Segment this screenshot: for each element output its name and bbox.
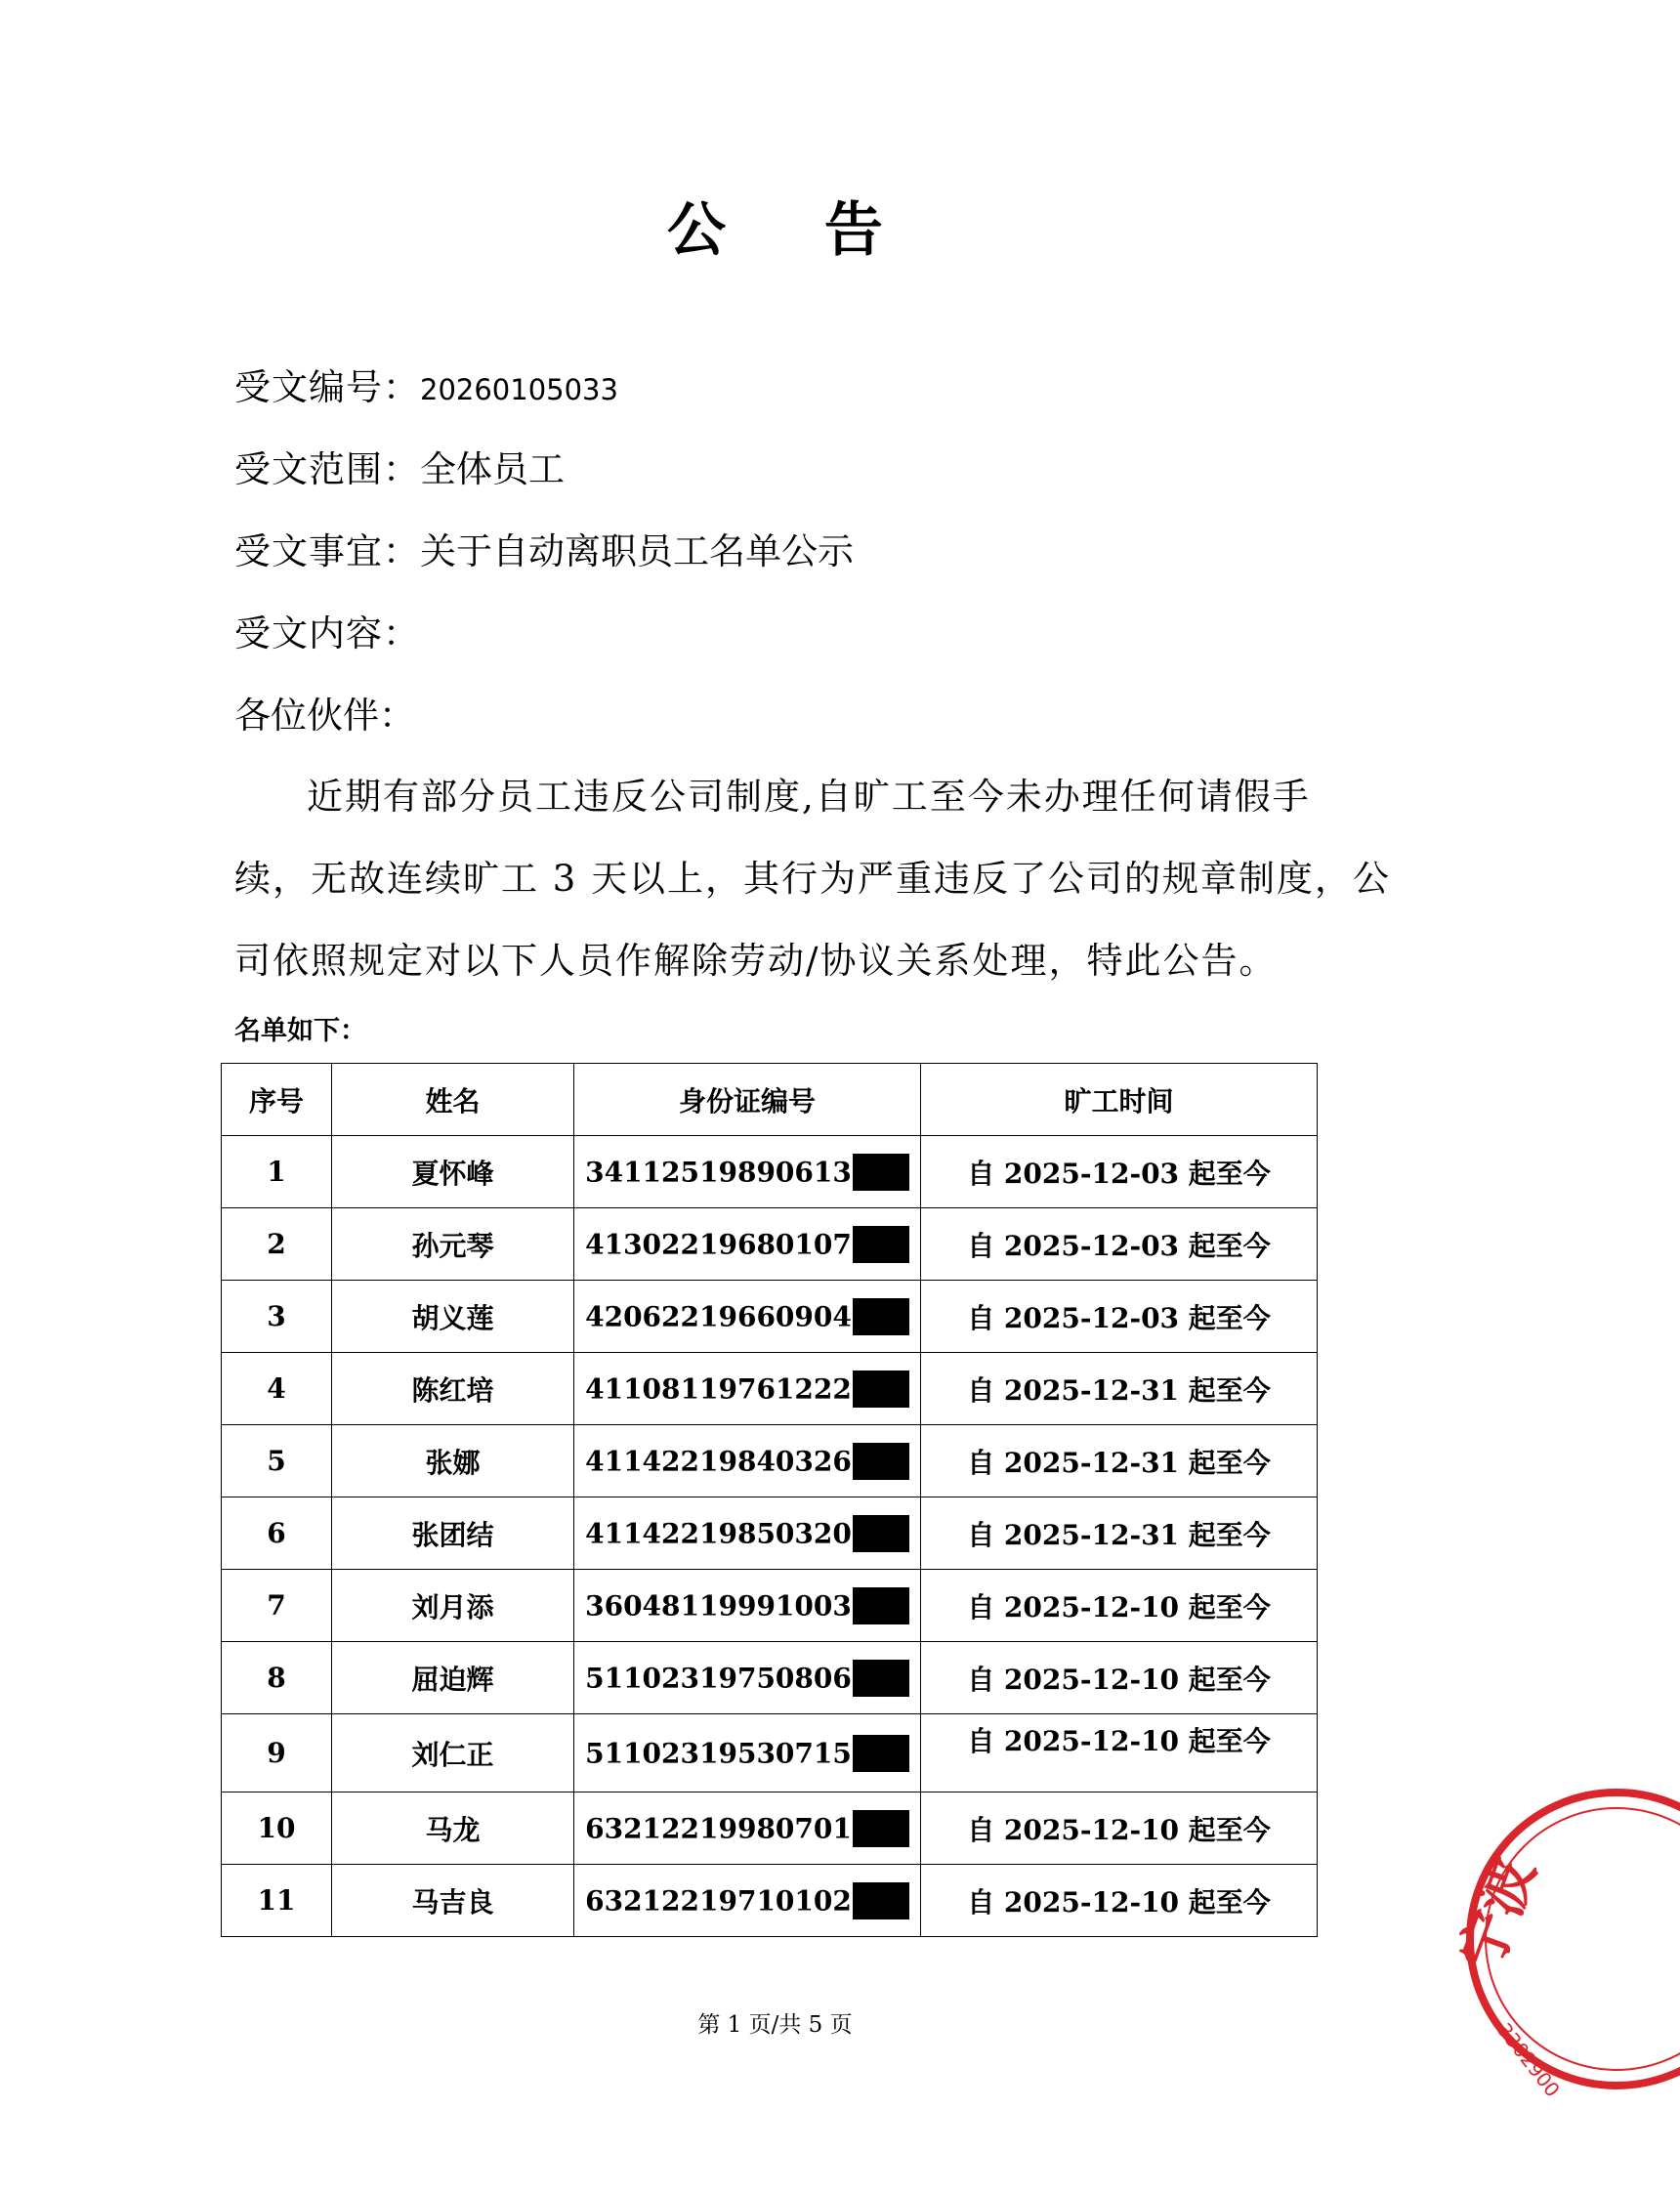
row-id-number: [574, 1792, 921, 1865]
row-name: 马吉良: [332, 1865, 574, 1937]
meta-label: 受文编号：: [234, 366, 420, 408]
meta-row-subject: [234, 527, 854, 576]
body-line-3: 司依照规定对以下人员作解除劳动/协议关系处理，特此公告。: [234, 940, 1278, 982]
redaction-block: [853, 1515, 909, 1552]
table-row: [222, 1136, 1318, 1208]
greeting: 各位伙伴：: [234, 695, 415, 737]
row-id-number: [574, 1642, 921, 1714]
table-row: [222, 1865, 1318, 1937]
row-absence-time: 自 2025-12-03 起至今: [921, 1281, 1318, 1353]
row-name: 胡义莲: [332, 1281, 574, 1353]
row-name: 刘月添: [332, 1570, 574, 1642]
row-number: 10: [222, 1792, 332, 1865]
meta-value: 20260105033: [420, 373, 618, 406]
list-label: 名单如下：: [234, 1016, 366, 1046]
table-row: [222, 1353, 1318, 1425]
row-number: 8: [222, 1642, 332, 1714]
row-name: 屈迫辉: [332, 1642, 574, 1714]
row-absence-time: 自 2025-12-10 起至今: [921, 1642, 1318, 1714]
roster-table: [221, 1063, 1318, 1937]
row-name: 孙元琴: [332, 1208, 574, 1281]
id-number-text: 63212219980701: [585, 1812, 852, 1844]
document-title: 公 告: [667, 196, 922, 265]
row-absence-time: 自 2025-12-03 起至今: [921, 1136, 1318, 1208]
row-number: 6: [222, 1497, 332, 1570]
row-absence-time: 自 2025-12-10 起至今: [921, 1865, 1318, 1937]
meta-label: 受文范围：: [234, 448, 420, 490]
row-id-number: [574, 1865, 921, 1937]
redaction-block: [853, 1154, 909, 1191]
row-number: 2: [222, 1208, 332, 1281]
row-name: 张团结: [332, 1497, 574, 1570]
id-number-text: 41302219680107: [585, 1228, 852, 1260]
row-id-number: [574, 1714, 921, 1792]
row-absence-time: 自 2025-12-10 起至今: [921, 1714, 1318, 1792]
redaction-block: [853, 1660, 909, 1697]
row-id-number: [574, 1281, 921, 1353]
id-number-text: 41108119761222: [585, 1372, 852, 1405]
body-line-1: 近期有部分员工违反公司制度,自旷工至今未办理任何请假手: [307, 776, 1311, 818]
table-header-row: [222, 1064, 1318, 1136]
body-line-2: 续，无故连续旷工 3 天以上，其行为严重违反了公司的规章制度，公: [234, 858, 1392, 900]
row-number: 11: [222, 1865, 332, 1937]
table-row: [222, 1281, 1318, 1353]
row-id-number: [574, 1425, 921, 1497]
header-name: 姓名: [332, 1064, 574, 1136]
id-number-text: 36048119991003: [585, 1589, 852, 1622]
header-time: 旷工时间: [921, 1064, 1318, 1136]
row-name: 刘仁正: [332, 1714, 574, 1792]
header-id: 身份证编号: [574, 1064, 921, 1136]
meta-row-scope: [234, 445, 565, 494]
table-row: [222, 1208, 1318, 1281]
row-number: 1: [222, 1136, 332, 1208]
table-row: [222, 1642, 1318, 1714]
id-number-text: 51102319750806: [585, 1662, 852, 1694]
meta-value: 关于自动离职员工名单公示: [420, 530, 854, 572]
row-absence-time: 自 2025-12-10 起至今: [921, 1792, 1318, 1865]
row-id-number: [574, 1570, 921, 1642]
row-name: 夏怀峰: [332, 1136, 574, 1208]
row-absence-time: 自 2025-12-03 起至今: [921, 1208, 1318, 1281]
meta-row-number: [234, 363, 618, 414]
row-number: 7: [222, 1570, 332, 1642]
table-row: [222, 1714, 1318, 1792]
row-id-number: [574, 1208, 921, 1281]
redaction-block: [853, 1810, 909, 1847]
page-footer: 第 1 页/共 5 页: [697, 2012, 853, 2038]
id-number-text: 42062219660904: [585, 1300, 852, 1332]
id-number-text: 51102319530715: [585, 1737, 852, 1769]
row-absence-time: 自 2025-12-31 起至今: [921, 1425, 1318, 1497]
redaction-block: [853, 1443, 909, 1480]
id-number-text: 34112519890613: [585, 1156, 852, 1188]
row-id-number: [574, 1353, 921, 1425]
redaction-block: [853, 1298, 909, 1335]
id-number-text: 41142219840326: [585, 1445, 852, 1477]
row-name: 张娜: [332, 1425, 574, 1497]
redaction-block: [853, 1882, 909, 1919]
row-number: 9: [222, 1714, 332, 1792]
redaction-block: [853, 1226, 909, 1263]
redaction-block: [853, 1735, 909, 1772]
header-no: 序号: [222, 1064, 332, 1136]
seal-code: 3302900: [1492, 2018, 1565, 2102]
row-absence-time: 自 2025-12-10 起至今: [921, 1570, 1318, 1642]
row-number: 5: [222, 1425, 332, 1497]
id-number-text: 41142219850320: [585, 1517, 852, 1549]
table-row: [222, 1570, 1318, 1642]
seal-text: 宁波: [1447, 1848, 1548, 1978]
row-absence-time: 自 2025-12-31 起至今: [921, 1497, 1318, 1570]
row-name: 陈红培: [332, 1353, 574, 1425]
meta-value: 全体员工: [420, 448, 565, 490]
row-id-number: [574, 1136, 921, 1208]
meta-row-content: [234, 610, 420, 658]
id-number-text: 63212219710102: [585, 1884, 852, 1917]
meta-label: 受文事宜：: [234, 530, 420, 572]
meta-label: 受文内容：: [234, 612, 420, 654]
row-number: 4: [222, 1353, 332, 1425]
row-number: 3: [222, 1281, 332, 1353]
table-row: [222, 1425, 1318, 1497]
table-row: [222, 1792, 1318, 1865]
redaction-block: [853, 1371, 909, 1408]
company-seal-stamp: [1447, 1778, 1680, 2102]
table-row: [222, 1497, 1318, 1570]
row-id-number: [574, 1497, 921, 1570]
row-absence-time: 自 2025-12-31 起至今: [921, 1353, 1318, 1425]
row-name: 马龙: [332, 1792, 574, 1865]
redaction-block: [853, 1587, 909, 1624]
